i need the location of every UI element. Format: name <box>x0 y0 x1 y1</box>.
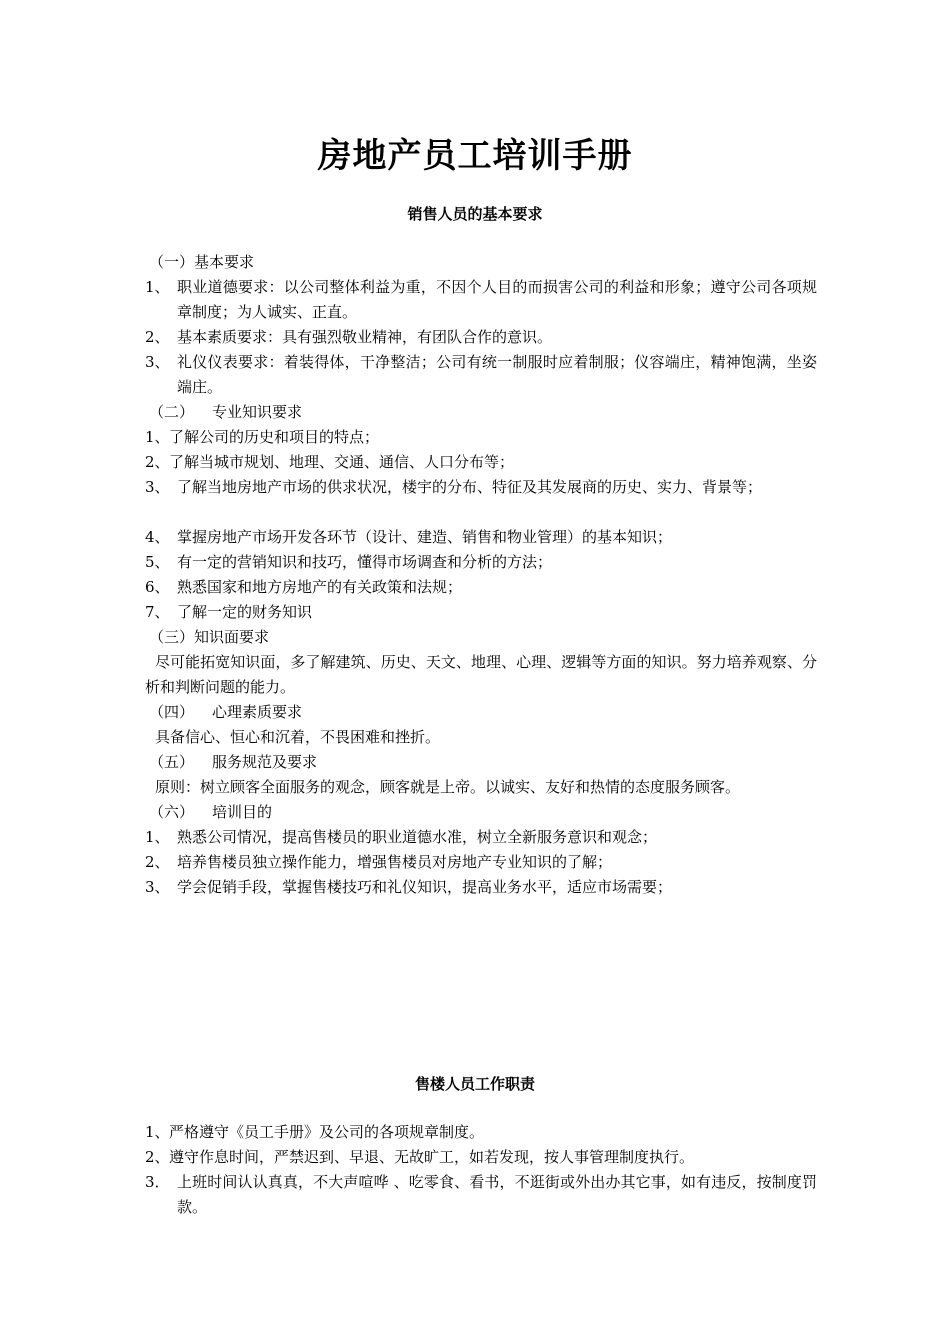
section-basic-requirements <box>145 250 817 900</box>
list-item-text: 礼仪仪表要求：着装得体，干净整洁；公司有统一制服时应着制服；仪容端庄，精神饱满，坐姿端庄。 <box>177 353 817 396</box>
list-item <box>145 450 817 475</box>
list-item <box>145 575 817 600</box>
list-item-number: 2、 <box>145 328 170 346</box>
list-item-text: 上班时间认认真真，不大声喧哗 、吃零食、看书，不逛街或外出办其它事，如有违反，按制度罚款。 <box>177 1173 817 1216</box>
list-item-number: 3、 <box>145 478 170 496</box>
paragraph-knowledge-scope: 尽可能拓宽知识面，多了解建筑、历史、天文、地理、心理、逻辑等方面的知识。努力培养观察、分析和判断问题的能力。 <box>145 653 817 696</box>
heading-professional-knowledge <box>145 400 817 425</box>
list-item-text: 基本素质要求：具有强烈敬业精神，有团队合作的意识。 <box>177 328 553 346</box>
heading-label: 服务规范及要求 <box>212 753 318 771</box>
list-item <box>145 425 817 450</box>
list-item-number: 1、 <box>145 428 170 446</box>
list-item <box>145 1145 817 1170</box>
section-subtitle: 销售人员的基本要求 <box>407 205 543 223</box>
list-item-text: 职业道德要求：以公司整体利益为重，不因个人目的而损害公司的利益和形象；遵守公司各项规章制度；为人诚实、正直。 <box>177 278 817 321</box>
section-subtitle: 售楼人员工作职责 <box>414 1075 535 1093</box>
document-title: 房地产员工培训手册 <box>317 136 633 176</box>
list-item-number: 1、 <box>145 828 170 846</box>
list-item-text: 有一定的营销知识和技巧，懂得市场调查和分析的方法； <box>177 553 553 571</box>
list-item-text: 培养售楼员独立操作能力，增强售楼员对房地产专业知识的了解； <box>177 853 613 871</box>
list-item-number: 6、 <box>145 578 170 596</box>
paragraph-service-standards: 原则：树立顾客全面服务的观念，顾客就是上帝。以诚实、友好和热情的态度服务顾客。 <box>155 778 741 796</box>
list-item-text: 了解当地房地产市场的供求状况，楼宇的分布、特征及其发展商的历史、实力、背景等； <box>177 478 763 496</box>
list-item-number: 1、 <box>145 1123 170 1141</box>
list-item-text: 熟悉公司情况，提高售楼员的职业道德水准，树立全新服务意识和观念； <box>177 828 658 846</box>
list-item-number: 3、 <box>145 878 170 896</box>
heading-service-standards <box>145 750 817 775</box>
list-item-text: 遵守作息时间，严禁迟到、早退、无故旷工，如若发现，按人事管理制度执行。 <box>169 1148 695 1166</box>
list-item-number: 2、 <box>145 453 170 471</box>
list-item <box>145 600 817 625</box>
list-item-number: 2、 <box>145 853 170 871</box>
list-item-number: 5、 <box>145 553 170 571</box>
list-item <box>145 825 817 850</box>
list-item <box>145 1170 817 1220</box>
heading-label: 专业知识要求 <box>212 403 303 421</box>
list-item <box>145 1120 817 1145</box>
heading-psychological-quality <box>145 700 817 725</box>
list-item <box>145 275 817 325</box>
list-item-text: 熟悉国家和地方房地产的有关政策和法规； <box>177 578 463 596</box>
heading-training-objectives <box>145 800 817 825</box>
list-item-number: 4、 <box>145 528 170 546</box>
heading-basic-requirements: （一）基本要求 <box>149 253 255 271</box>
list-item-text: 了解一定的财务知识 <box>177 603 313 621</box>
heading-number: （二） <box>149 403 195 421</box>
list-item <box>145 875 817 900</box>
heading-number: （六） <box>149 803 195 821</box>
list-item <box>145 325 817 350</box>
list-item-text: 了解公司的历史和项目的特点； <box>169 428 380 446</box>
list-item-number: 2、 <box>145 1148 170 1166</box>
heading-label: 心理素质要求 <box>212 703 303 721</box>
list-item-text: 严格遵守《员工手册》及公司的各项规章制度。 <box>169 1123 485 1141</box>
list-item-number: 3． <box>145 1173 170 1191</box>
list-item-number: 3、 <box>145 353 170 371</box>
list-item <box>145 475 817 525</box>
heading-number: （四） <box>149 703 195 721</box>
paragraph-psychological-quality: 具备信心、恒心和沉着，不畏困难和挫折。 <box>155 728 441 746</box>
list-item <box>145 850 817 875</box>
list-item-number: 1、 <box>145 278 170 296</box>
list-item <box>145 550 817 575</box>
list-item <box>145 350 817 400</box>
list-item-text: 掌握房地产市场开发各环节（设计、建造、销售和物业管理）的基本知识； <box>177 528 673 546</box>
list-item-number: 7、 <box>145 603 170 621</box>
list-item <box>145 525 817 550</box>
heading-label: 培训目的 <box>212 803 273 821</box>
list-item-text: 学会促销手段，掌握售楼技巧和礼仪知识，提高业务水平，适应市场需要； <box>177 878 673 896</box>
list-item-text: 了解当城市规划、地理、交通、通信、人口分布等； <box>169 453 515 471</box>
heading-knowledge-scope: （三）知识面要求 <box>149 628 270 646</box>
heading-number: （五） <box>149 753 195 771</box>
section-job-duties <box>145 1120 817 1220</box>
